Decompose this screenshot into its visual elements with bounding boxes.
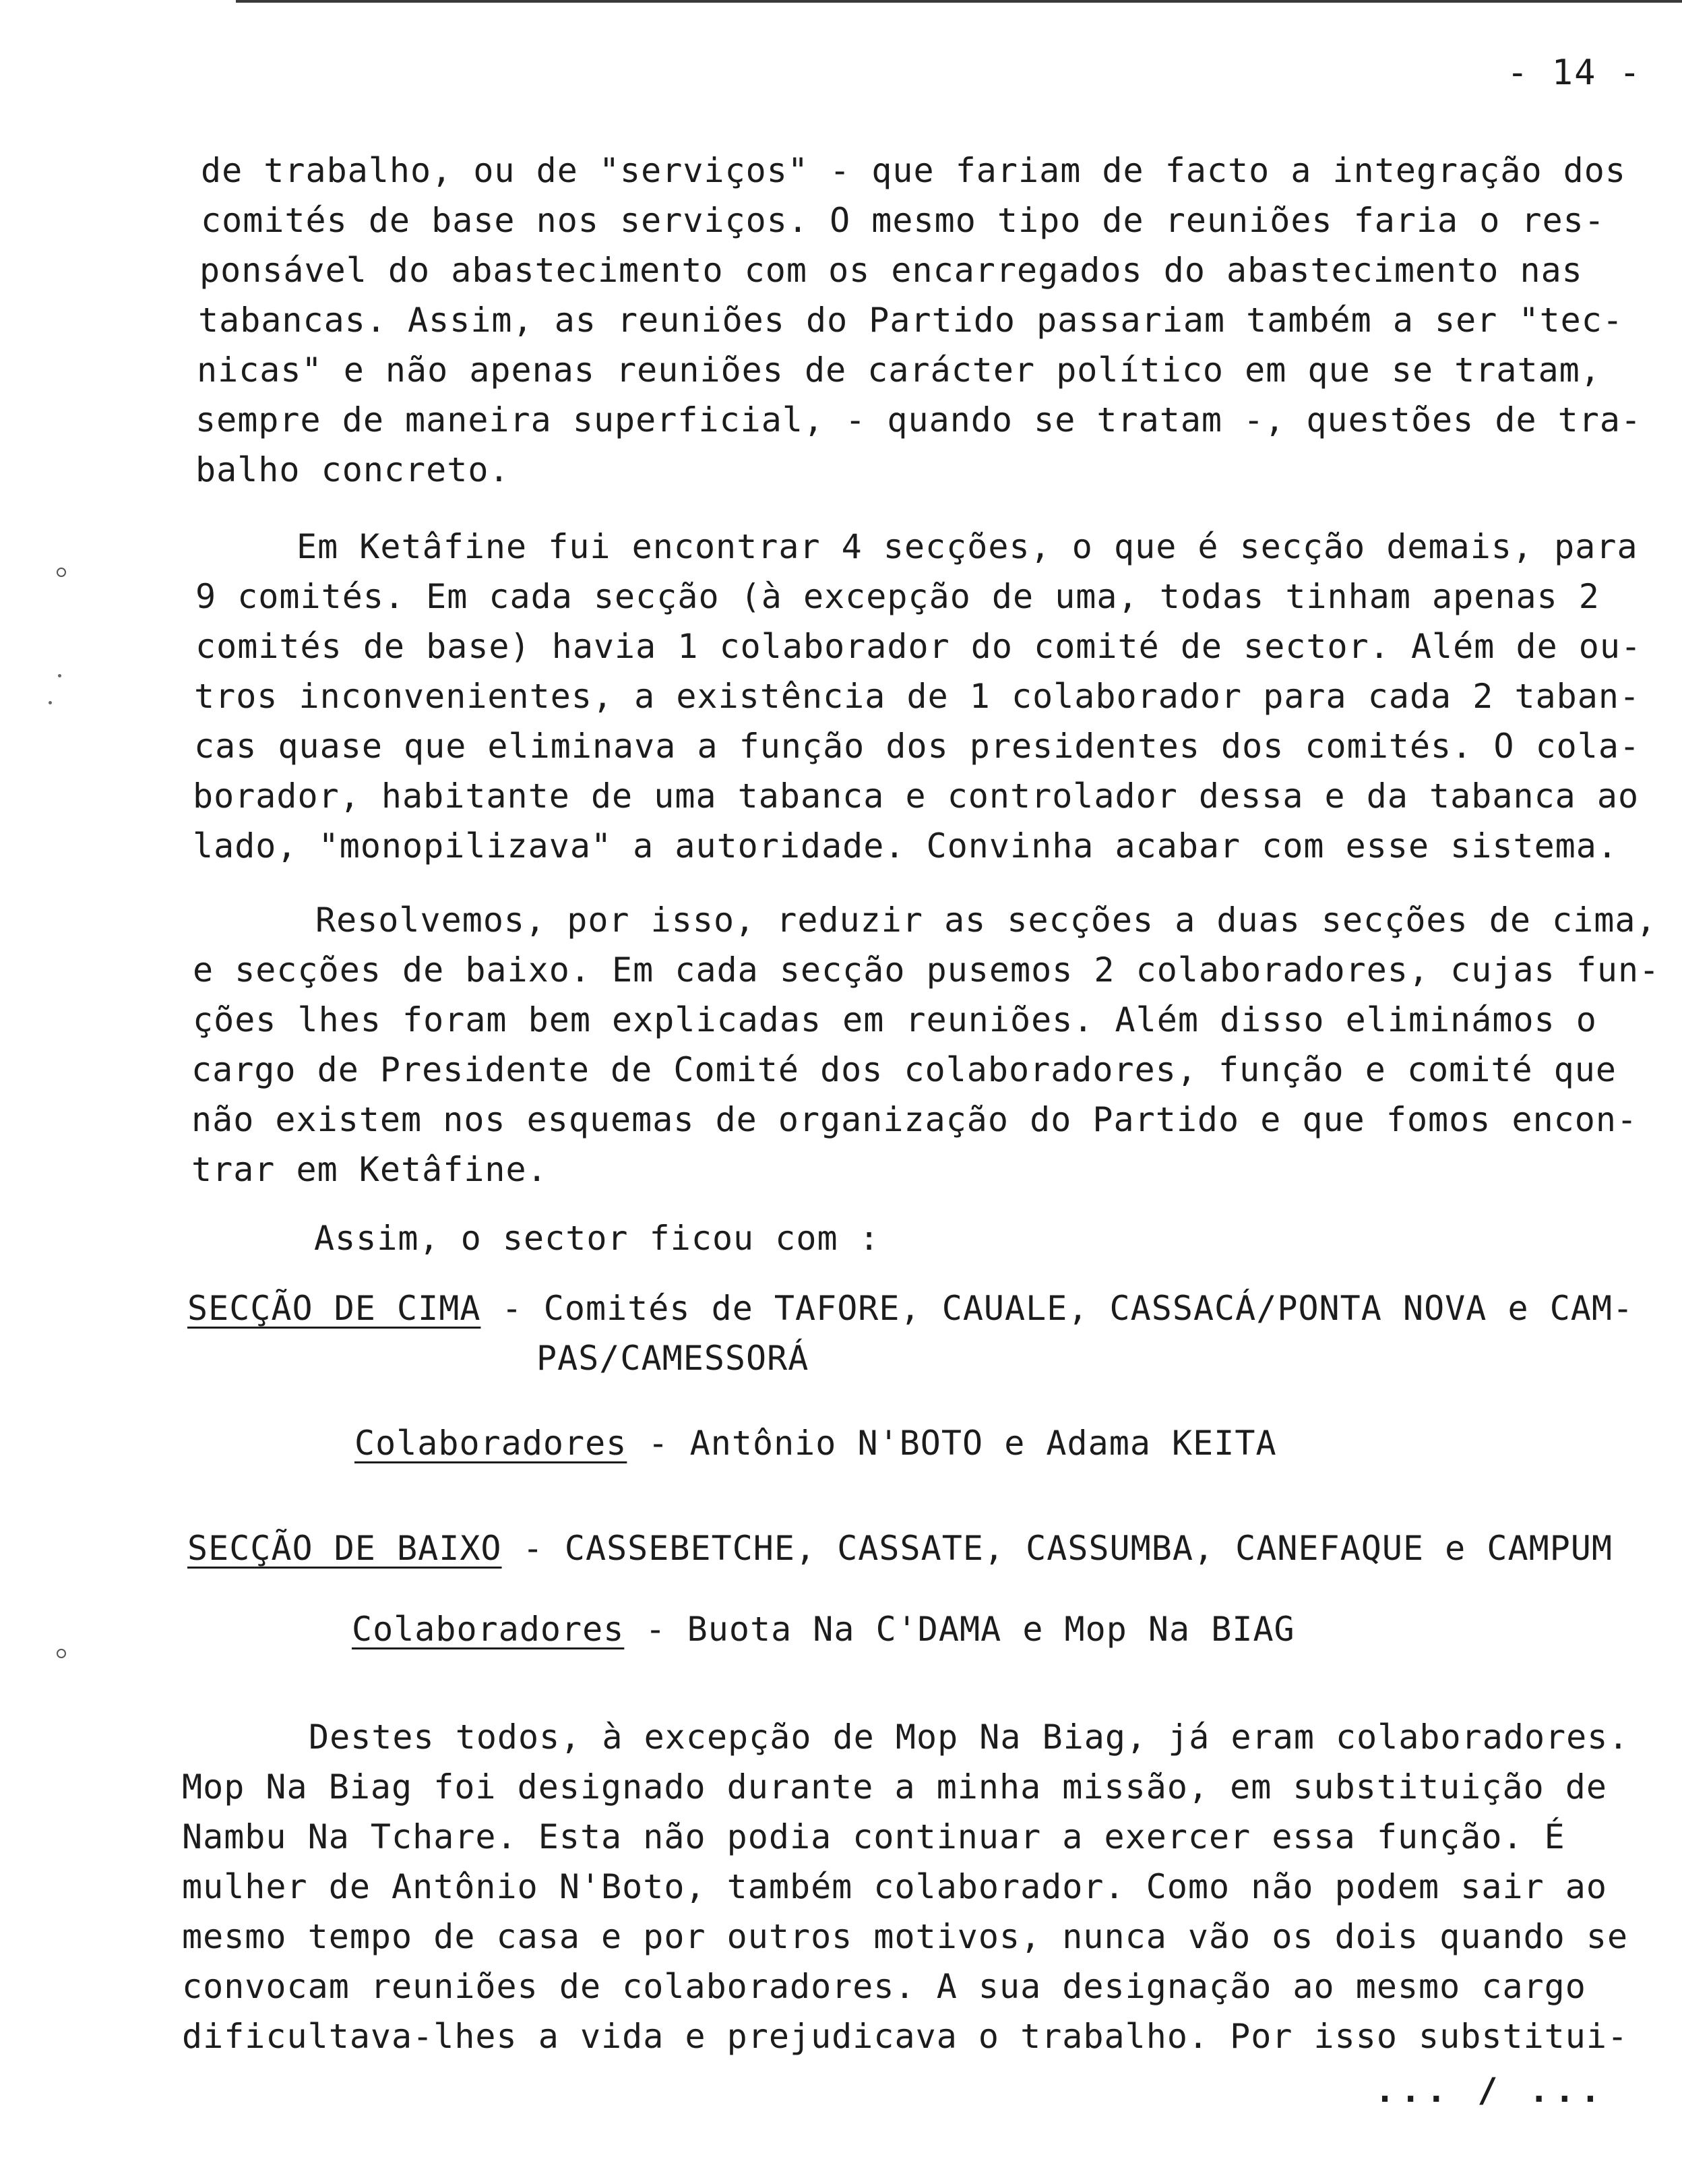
section-heading-row <box>187 1283 1633 1333</box>
text-line: comités de base) havia 1 colaborador do comité de sector. Além de ou- <box>195 627 1642 666</box>
collaborators-names: Antônio N'BOTO e Adama KEITA <box>689 1424 1277 1463</box>
text-line: dificultava-lhes a vida e prejudicava o trabalho. Por isso substitui- <box>182 2017 1629 2056</box>
text-line: mulher de Antônio N'Boto, também colaborador. Como não podem sair ao <box>182 1867 1607 1906</box>
text-line: balho concreto. <box>195 450 510 489</box>
collaborators-separator: - <box>648 1424 669 1463</box>
text-line: borador, habitante de uma tabanca e controlador dessa e da tabanca ao <box>193 777 1640 816</box>
section-heading: SECÇÃO DE BAIXO <box>187 1529 502 1568</box>
text-line: cargo de Presidente de Comité dos colaboradores, função e comité que <box>191 1050 1617 1089</box>
margin-hole-mark <box>57 1649 66 1658</box>
section-heading-row <box>187 1523 1613 1573</box>
text-line: comités de base nos serviços. O mesmo tipo de reuniões faria o res- <box>201 201 1605 240</box>
text-line: cas quase que eliminava a função dos presidentes dos comités. O cola- <box>194 727 1641 766</box>
text-line: tros inconvenientes, a existência de 1 colaborador para cada 2 taban- <box>194 677 1641 716</box>
text-line: nicas" e não apenas reuniões de carácter político em que se tratam, <box>197 351 1601 390</box>
collaborators-label: Colaboradores <box>354 1424 627 1463</box>
collaborators-separator: - <box>645 1610 666 1649</box>
continuation-mark: ... / ... <box>1375 2071 1606 2110</box>
section-separator: - <box>501 1289 523 1328</box>
text-line: Mop Na Biag foi designado durante a minha missão, em substituição de <box>182 1767 1607 1807</box>
collaborators-row <box>352 1604 1295 1654</box>
section-heading: SECÇÃO DE CIMA <box>187 1289 481 1328</box>
text-line: de trabalho, ou de "serviços" - que fariam de facto a integração dos <box>201 151 1626 190</box>
text-line: Resolvemos, por isso, reduzir as secções a duas secções de cima, <box>315 901 1657 940</box>
margin-hole-mark <box>57 568 66 577</box>
text-line: não existem nos esquemas de organização do Partido e que fomos encon- <box>191 1100 1638 1139</box>
text-line: ponsável do abastecimento com os encarregados do abastecimento nas <box>199 251 1583 290</box>
text-line: tabancas. Assim, as reuniões do Partido passariam também a ser "tec- <box>198 301 1623 340</box>
collaborators-label: Colaboradores <box>352 1610 625 1649</box>
collaborators-names: Buota Na C'DAMA e Mop Na BIAG <box>687 1610 1295 1649</box>
top-rule <box>236 0 1682 3</box>
text-line: sempre de maneira superficial, - quando se tratam -, questões de tra- <box>195 400 1642 439</box>
text-line: convocam reuniões de colaboradores. A sua designação ao mesmo cargo <box>182 1967 1586 2006</box>
text-line: mesmo tempo de casa e por outros motivos, nunca vão os dois quando se <box>182 1917 1629 1956</box>
text-line: e secções de baixo. Em cada secção pusemos 2 colaboradores, cujas fun- <box>193 950 1660 990</box>
collaborators-row <box>354 1418 1277 1468</box>
text-line: Destes todos, à excepção de Mop Na Biag, já eram colaboradores. <box>309 1718 1629 1757</box>
margin-dot <box>49 701 52 704</box>
text-line: ções lhes foram bem explicadas em reuniões. Além disso eliminámos o <box>193 1000 1597 1039</box>
text-line: 9 comités. Em cada secção (à excepção de uma, todas tinham apenas 2 <box>195 577 1600 616</box>
text-line: lado, "monopilizava" a autoridade. Convinha acabar com esse sistema. <box>193 826 1618 866</box>
text-line: trar em Ketâfine. <box>191 1150 548 1189</box>
section-committees: Comités de TAFORE, CAUALE, CASSACÁ/PONTA NOVA e CAM- <box>543 1289 1634 1328</box>
text-line: Em Ketâfine fui encontrar 4 secções, o que é secção demais, para <box>297 527 1638 566</box>
margin-dot <box>58 674 61 677</box>
section-separator: - <box>522 1529 544 1568</box>
sector-intro: Assim, o sector ficou com : <box>314 1219 880 1258</box>
page-number: - 14 - <box>1507 53 1642 93</box>
text-line: Nambu Na Tchare. Esta não podia continuar a exercer essa função. É <box>182 1817 1565 1856</box>
section-committees-continued: PAS/CAMESSORÁ <box>536 1339 809 1378</box>
section-committees: CASSEBETCHE, CASSATE, CASSUMBA, CANEFAQUE e CAMPUM <box>564 1529 1613 1568</box>
